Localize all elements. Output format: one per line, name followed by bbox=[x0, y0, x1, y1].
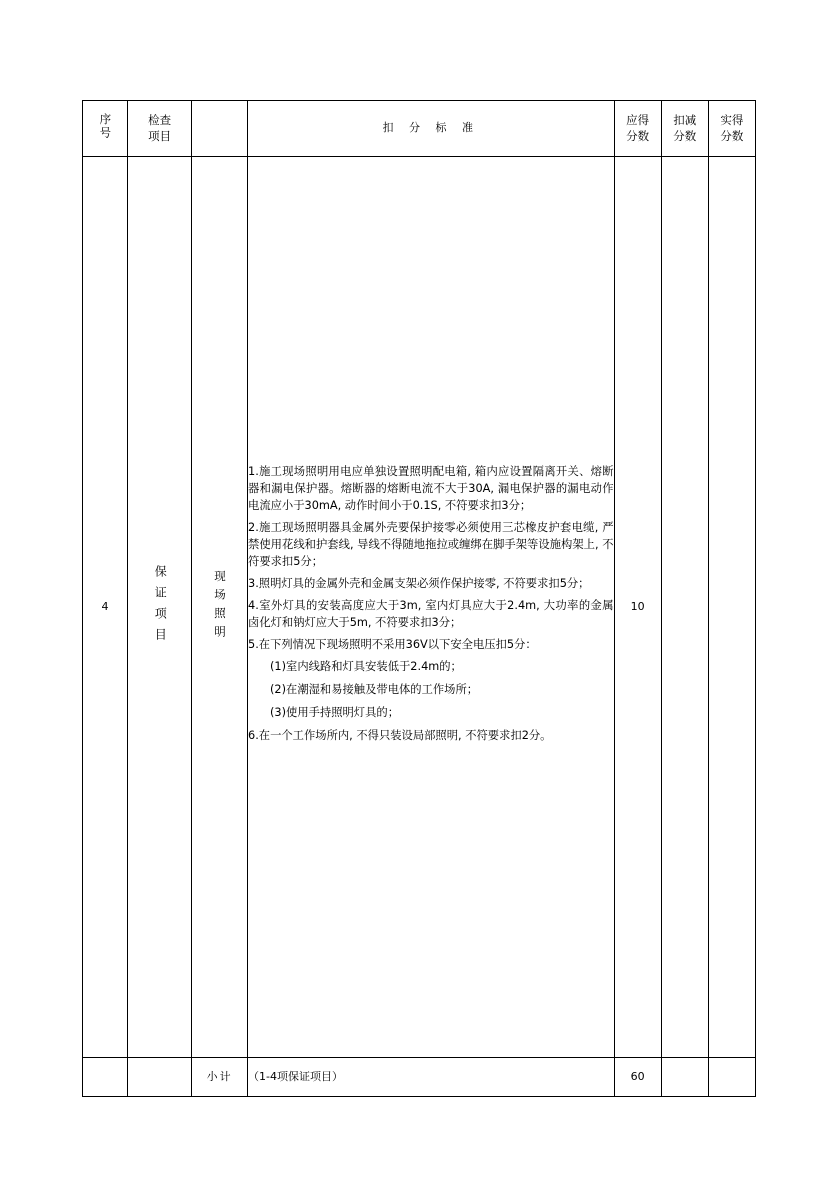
inspection-score-table bbox=[82, 100, 756, 1097]
header-label-item-line1: 检查 bbox=[148, 112, 172, 127]
header-label-deduct-line2: 分数 bbox=[673, 128, 697, 143]
header-label-due-line2: 分数 bbox=[626, 128, 650, 143]
header-cell-due-score bbox=[614, 101, 661, 157]
list-item: 3.照明灯具的金属外壳和金属支架必须作保护接零, 不符要求扣5分； bbox=[248, 577, 590, 591]
table-header-row bbox=[83, 101, 756, 157]
row-standard-cell bbox=[248, 157, 615, 1058]
list-item: (2)在潮湿和易接触及带电体的工作场所； bbox=[270, 682, 479, 696]
header-cell-item bbox=[128, 101, 192, 157]
table-row bbox=[83, 157, 756, 1058]
subtotal-item bbox=[128, 1058, 192, 1097]
list-item: (3)使用手持照明灯具的； bbox=[270, 705, 399, 719]
subtotal-label: 小计 bbox=[192, 1058, 248, 1097]
list-item: 5.在下列情况下现场照明不采用36V以下安全电压扣5分： bbox=[248, 637, 537, 651]
deduction-standard-list bbox=[248, 464, 614, 744]
subtotal-due-score: 60 bbox=[614, 1058, 661, 1097]
header-cell-deduct-score bbox=[661, 101, 708, 157]
subtotal-number bbox=[83, 1058, 128, 1097]
row-subitem-label: 现场照明 bbox=[212, 570, 227, 644]
row-subitem bbox=[192, 157, 248, 1058]
row-item-category bbox=[128, 157, 192, 1058]
header-label-no: 序号 bbox=[98, 112, 113, 140]
list-item: 4.室外灯具的安装高度应大于3m, 室内灯具应大于2.4m, 大功率的金属卤化灯和钠灯应大于5m, 不符要求扣3分； bbox=[248, 599, 614, 629]
row-deduct-score[interactable] bbox=[661, 157, 708, 1058]
header-label-due-line1: 应得 bbox=[626, 112, 650, 127]
subtotal-deduct-score[interactable] bbox=[661, 1058, 708, 1097]
row-item-category-label: 保证项目 bbox=[153, 565, 168, 649]
row-number: 4 bbox=[83, 157, 128, 1058]
table-subtotal-row bbox=[83, 1058, 756, 1097]
header-label-actual-line1: 实得 bbox=[720, 112, 744, 127]
header-cell-standard: 扣 分 标 准 bbox=[248, 101, 615, 157]
subtotal-actual-score[interactable] bbox=[708, 1058, 755, 1097]
header-cell-actual-score bbox=[708, 101, 755, 157]
list-item: 2.施工现场照明器具金属外壳要保护接零必须使用三芯橡皮护套电缆, 严禁使用花线和护套线, 导线不得随地拖拉或缠绑在脚手架等设施构架上, 不符要求扣5分； bbox=[248, 521, 614, 569]
header-cell-no bbox=[83, 101, 128, 157]
row-actual-score[interactable] bbox=[708, 157, 755, 1058]
header-cell-subitem bbox=[192, 101, 248, 157]
list-item: 6.在一个工作场所内, 不得只装设局部照明, 不符要求扣2分。 bbox=[248, 728, 552, 742]
subtotal-text: （1-4项保证项目） bbox=[248, 1058, 615, 1097]
list-item: 1.施工现场照明用电应单独设置照明配电箱, 箱内应设置隔离开关、熔断器和漏电保护器。熔断器的熔断电流不大于30A, 漏电保护器的漏电动作电流应小于30mA, 动作时间小于0.1S, 不符要求扣3分； bbox=[248, 465, 614, 513]
header-label-deduct-line1: 扣减 bbox=[673, 112, 697, 127]
list-item: (1)室内线路和灯具安装低于2.4m的； bbox=[270, 659, 462, 673]
header-label-actual-line2: 分数 bbox=[720, 128, 744, 143]
row-due-score: 10 bbox=[614, 157, 661, 1058]
header-label-item-line2: 项目 bbox=[148, 128, 172, 143]
